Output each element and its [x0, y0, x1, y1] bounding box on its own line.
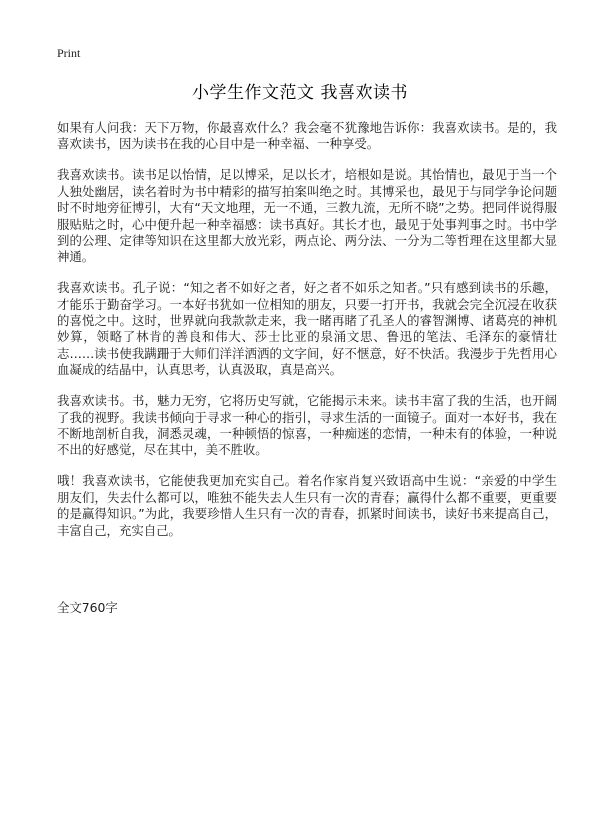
print-link[interactable]: Print	[57, 46, 81, 60]
paragraph: 我喜欢读书。书，魅力无穷，它将历史写就，它能揭示未来。读书丰富了我的生活，也开阔了我的视野。我读书倾向于寻求一种心的指引，寻求生活的一面镜子。面对一本好书，我在不断地剖析自我，洞悉灵魂，一种顿悟的惊喜，一种痴迷的恋情，一种未有的体验，一种说不出的好感觉，尽在其中，美不胜收。	[57, 393, 557, 458]
paragraph: 如果有人问我：天下万物，你最喜欢什么？我会毫不犹豫地告诉你：我喜欢读书。是的，我喜欢读书，因为读书在我的心目中是一种幸福、一种享受。	[57, 120, 557, 152]
article-body	[57, 120, 557, 553]
word-count: 全文760字	[57, 600, 118, 615]
paragraph: 哦！我喜欢读书，它能使我更加充实自己。着名作家肖复兴致语高中生说：“亲爱的中学生朋友们，失去什么都可以，唯独不能失去人生只有一次的青春；赢得什么都不重要，更重要的是赢得知识。”为此，我要珍惜人生只有一次的青春，抓紧时间读书，读好书来提高自己，丰富自己，充实自己。	[57, 473, 557, 538]
paragraph: 我喜欢读书。读书足以怡情，足以博采，足以长才，培根如是说。其怡情也，最见于当一个人独处幽居，读名着时为书中精彩的描写拍案叫绝之时。其博采也，最见于与同学争论问题时不时地旁征博引，大有“天文地理，无一不通，三教九流，无所不晓”之势。把同伴说得服服贴贴之时，心中便升起一种幸福感：读书真好。其长才也，最见于处事判事之时。书中学到的公理、定律等知识在这里都大放光彩，两点论、两分法、一分为二等哲理在这里都大显神通。	[57, 167, 557, 265]
article-title: 小学生作文范文 我喜欢读书	[192, 83, 408, 103]
paragraph: 我喜欢读书。孔子说：“知之者不如好之者，好之者不如乐之知者。”只有感到读书的乐趣，才能乐于勤奋学习。一本好书犹如一位相知的朋友，只要一打开书，我就会完全沉浸在收获的喜悦之中。这时，世界就向我款款走来，我一睹再睹了孔圣人的睿智渊博、诸葛亮的神机妙算，领略了林肯的善良和伟大、莎士比亚的泉涌文思、鲁迅的笔法、毛泽东的豪情壮志……读书使我蹒跚于大师们洋洋洒洒的文字间，好不惬意，好不快活。我漫步于先哲用心血凝成的结晶中，认真思考，认真汲取，真是高兴。	[57, 280, 557, 378]
